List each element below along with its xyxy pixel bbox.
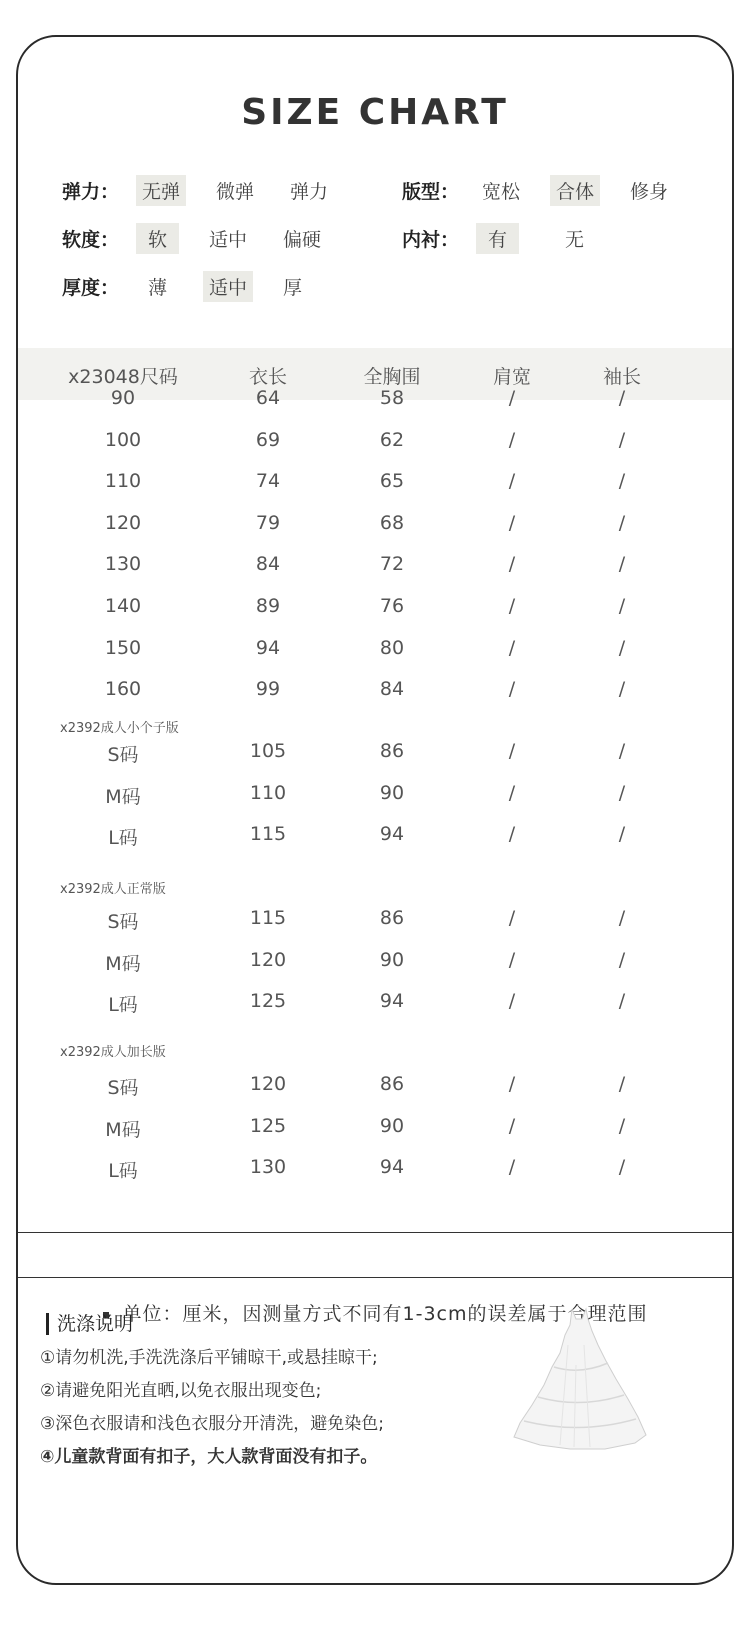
table-cell: 120	[249, 948, 287, 971]
table-cell: /	[508, 470, 516, 493]
table-cell: 94	[255, 636, 281, 659]
table-cell: 160	[104, 678, 142, 701]
washing-line: ④儿童款背面有扣子，大人款背面没有扣子。	[40, 1447, 378, 1467]
table-cell: 72	[379, 553, 405, 576]
washing-title: 洗涤说明	[46, 1313, 133, 1335]
table-cell: /	[618, 470, 626, 493]
attr-label: 软度：	[62, 228, 120, 251]
table-cell: 140	[104, 595, 142, 617]
table-cell: /	[618, 990, 626, 1013]
washing-line: ③深色衣服请和浅色衣服分开清洗，避免染色;	[40, 1414, 384, 1434]
table-cell: 110	[249, 781, 287, 804]
table-cell: /	[508, 740, 516, 762]
table-cell: /	[618, 740, 626, 762]
attr-elasticity	[62, 175, 358, 205]
table-cell: /	[508, 678, 516, 701]
table-cell: 79	[255, 511, 281, 534]
table-cell: 115	[249, 907, 287, 929]
table-cell: 120	[104, 511, 142, 534]
table-cell: 130	[249, 1156, 287, 1179]
col-header-length: 衣长	[248, 366, 287, 388]
table-cell: /	[618, 678, 626, 701]
unit-note-text: 单位：厘米，因测量方式不同有1-3cm的误差属于合理范围	[122, 1303, 648, 1325]
table-cell: /	[508, 387, 516, 409]
table-cell: /	[508, 823, 516, 846]
table-cell: 86	[379, 740, 405, 762]
table-cell: 86	[379, 1073, 405, 1095]
table-cell: 110	[104, 470, 142, 493]
table-cell: /	[618, 387, 626, 409]
table-cell: 69	[255, 428, 281, 451]
table-cell: 90	[379, 948, 405, 971]
table-cell: /	[618, 1156, 626, 1179]
table-cell: 99	[255, 678, 281, 701]
group-label: x2392成人小个子版	[60, 721, 179, 736]
dress-image	[510, 1305, 650, 1455]
table-cell: /	[618, 511, 626, 534]
table-cell: S码	[107, 744, 139, 766]
table-cell: 94	[379, 990, 405, 1013]
attr-label: 弹力：	[62, 180, 120, 203]
table-cell: 80	[379, 636, 405, 659]
size-chart-card	[16, 35, 734, 1585]
table-cell: /	[618, 595, 626, 617]
attr-fit	[402, 175, 698, 205]
col-header-sleeve: 袖长	[602, 366, 641, 388]
attr-option: 微弹	[216, 180, 255, 203]
table-cell: 115	[249, 823, 287, 846]
col-header-chest: 全胸围	[363, 366, 421, 388]
table-cell: /	[508, 595, 516, 617]
attr-thickness	[62, 271, 332, 301]
table-cell: /	[508, 948, 516, 971]
attr-softness	[62, 223, 351, 253]
table-cell: 105	[249, 740, 287, 762]
table-cell: 62	[379, 428, 405, 451]
table-cell: /	[618, 636, 626, 659]
table-cell: 150	[104, 636, 142, 659]
table-cell: 125	[249, 1114, 287, 1137]
attr-option: 宽松	[482, 180, 521, 203]
table-cell: 89	[255, 595, 281, 617]
attr-option: 适中	[209, 228, 248, 251]
table-cell: /	[508, 1073, 516, 1095]
table-cell: L码	[108, 1160, 138, 1183]
table-cell: 64	[255, 387, 281, 409]
table-cell: /	[508, 636, 516, 659]
table-cell: 76	[379, 595, 405, 617]
table-cell: /	[618, 781, 626, 804]
attr-option: 有	[476, 223, 519, 254]
table-cell: /	[508, 907, 516, 929]
table-cell: /	[508, 990, 516, 1013]
attr-option: 薄	[148, 276, 168, 299]
table-cell: 90	[110, 387, 136, 409]
table-cell: 86	[379, 907, 405, 929]
table-cell: 130	[104, 553, 142, 576]
table-cell: /	[508, 553, 516, 576]
attr-option: 弹力	[290, 180, 329, 203]
table-cell: /	[618, 553, 626, 576]
divider	[18, 1277, 732, 1278]
table-cell: 100	[104, 428, 142, 451]
table-cell: /	[508, 1156, 516, 1179]
table-cell: 84	[255, 553, 281, 576]
table-cell: 58	[379, 387, 405, 409]
table-cell: /	[618, 1114, 626, 1137]
table-cell: /	[618, 428, 626, 451]
attr-option: 偏硬	[283, 228, 322, 251]
table-cell: 125	[249, 990, 287, 1013]
attr-label: 厚度：	[62, 276, 120, 299]
table-cell: 94	[379, 1156, 405, 1179]
table-cell: /	[618, 948, 626, 971]
col-header-size: x23048尺码	[68, 366, 178, 388]
attr-option: 无	[565, 228, 585, 251]
page-title: SIZE CHART	[241, 92, 509, 133]
washing-line: ②请避免阳光直晒,以免衣服出现变色;	[40, 1381, 322, 1401]
table-cell: M码	[105, 785, 141, 808]
table-cell: /	[508, 428, 516, 451]
table-cell: 94	[379, 823, 405, 846]
washing-line: ①请勿机洗,手洗洗涤后平铺晾干,或悬挂晾干;	[40, 1348, 378, 1368]
table-cell: 90	[379, 1114, 405, 1137]
table-cell: 74	[255, 470, 281, 493]
table-cell: /	[618, 907, 626, 929]
divider	[18, 1232, 732, 1233]
attr-option: 修身	[630, 180, 669, 203]
table-cell: 68	[379, 511, 405, 534]
table-cell: /	[508, 781, 516, 804]
table-cell: M码	[105, 952, 141, 975]
group-label: x2392成人正常版	[60, 882, 166, 897]
table-cell: S码	[107, 911, 139, 933]
table-cell: 90	[379, 781, 405, 804]
attr-lining	[402, 223, 614, 253]
attr-label: 版型：	[402, 180, 460, 203]
table-cell: /	[508, 511, 516, 534]
table-cell: 65	[379, 470, 405, 493]
attr-option: 合体	[550, 175, 600, 206]
table-cell: 84	[379, 678, 405, 701]
table-cell: 120	[249, 1073, 287, 1095]
col-header-shoulder: 肩宽	[492, 366, 531, 388]
table-cell: /	[618, 1073, 626, 1095]
attr-option: 适中	[203, 271, 253, 302]
group-label: x2392成人加长版	[60, 1045, 166, 1060]
attr-option: 软	[136, 223, 179, 254]
attr-option: 厚	[283, 276, 303, 299]
table-cell: /	[508, 1114, 516, 1137]
table-cell: /	[618, 823, 626, 846]
attr-option: 无弹	[136, 175, 186, 206]
table-cell: L码	[108, 994, 138, 1017]
table-cell: M码	[105, 1118, 141, 1141]
table-cell: L码	[108, 827, 138, 850]
table-cell: S码	[107, 1077, 139, 1099]
attr-label: 内衬：	[402, 228, 460, 251]
